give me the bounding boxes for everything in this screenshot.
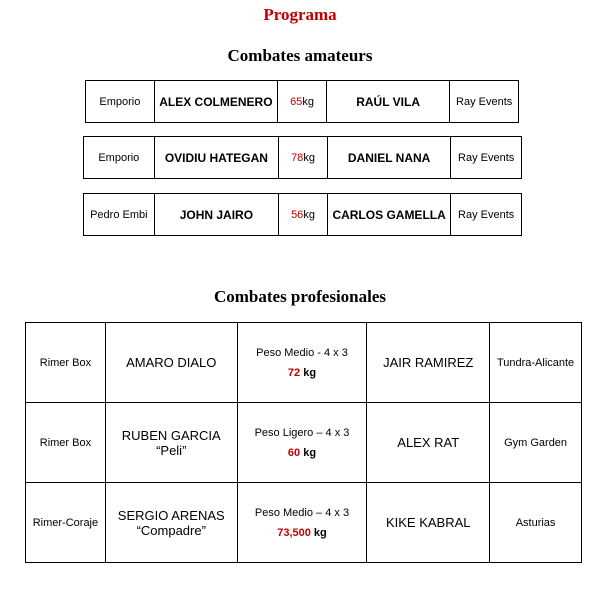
fighter-left: ALEX COLMENERO [155, 81, 278, 122]
club-left: Emporio [86, 81, 155, 122]
weight-cell [278, 81, 327, 122]
weight-category: Peso Ligero – 4 x 3 [254, 426, 350, 439]
fighter-left-nickname: “Compadre” [136, 522, 206, 538]
club-right: Gym Garden [490, 403, 582, 483]
fighter-right: DANIEL NANA [328, 137, 451, 178]
fighter-left: OVIDIU HATEGAN [155, 137, 279, 178]
professional-bouts-table [25, 322, 582, 563]
weight-unit: kg [303, 151, 315, 164]
fighter-left-name: SERGIO ARENAS [117, 507, 225, 523]
page-title: Programa [263, 5, 337, 24]
fighter-right: CARLOS GAMELLA [328, 194, 451, 235]
amateur-bout-1 [85, 80, 519, 123]
fighter-left [105, 483, 237, 563]
professional-heading: Combates profesionales [213, 287, 387, 306]
weight-unit: kg [300, 446, 317, 459]
amateur-heading: Combates amateurs [227, 46, 373, 65]
club-left: Pedro Embi [84, 194, 155, 235]
fighter-left [105, 403, 237, 483]
fighter-right: ALEX RAT [367, 403, 490, 483]
weight-cell [237, 323, 367, 403]
weight-category: Peso Medio – 4 x 3 [254, 506, 350, 519]
club-right: Ray Events [456, 95, 513, 108]
club-left: Rimer-Coraje [26, 483, 106, 563]
professional-bout-1 [26, 323, 582, 403]
weight-line [238, 447, 367, 459]
professional-bout-3 [26, 483, 582, 563]
weight-value: 72 [287, 366, 301, 379]
weight-value: 73,500 [277, 526, 311, 539]
weight-unit: kg [310, 526, 327, 539]
weight-value: 78 [291, 151, 304, 164]
amateur-bout-2 [83, 136, 522, 179]
club-left: Rimer Box [26, 403, 106, 483]
weight-value: 56 [291, 208, 304, 221]
weight-unit: kg [303, 208, 315, 221]
club-right: Asturias [490, 483, 582, 563]
weight-line [238, 527, 367, 539]
club-left: Rimer Box [26, 323, 106, 403]
weight-cell [279, 137, 328, 178]
fighter-left [105, 323, 237, 403]
weight-value: 65 [290, 95, 303, 108]
fighter-right: KIKE KABRAL [367, 483, 490, 563]
club-right: Ray Events [458, 208, 515, 221]
club-left: Emporio [84, 137, 155, 178]
fighter-left: JOHN JAIRO [155, 194, 279, 235]
weight-unit: kg [300, 366, 317, 379]
fighter-left-nickname: “Peli” [156, 442, 187, 458]
weight-cell [237, 483, 367, 563]
weight-value: 60 [287, 446, 301, 459]
fighter-left-name: RUBEN GARCIA [121, 427, 221, 443]
fighter-right: RAÚL VILA [327, 81, 450, 122]
fighter-left-name: AMARO DIALO [126, 355, 217, 370]
weight-cell [279, 194, 328, 235]
weight-line [238, 367, 367, 379]
club-right: Ray Events [458, 151, 515, 164]
club-right: Tundra-Alicante [490, 323, 582, 403]
professional-bout-2 [26, 403, 582, 483]
weight-category: Peso Medio - 4 x 3 [256, 346, 348, 359]
weight-cell [237, 403, 367, 483]
weight-unit: kg [302, 95, 314, 108]
fighter-right: JAIR RAMIREZ [367, 323, 490, 403]
amateur-bout-3 [83, 193, 522, 236]
